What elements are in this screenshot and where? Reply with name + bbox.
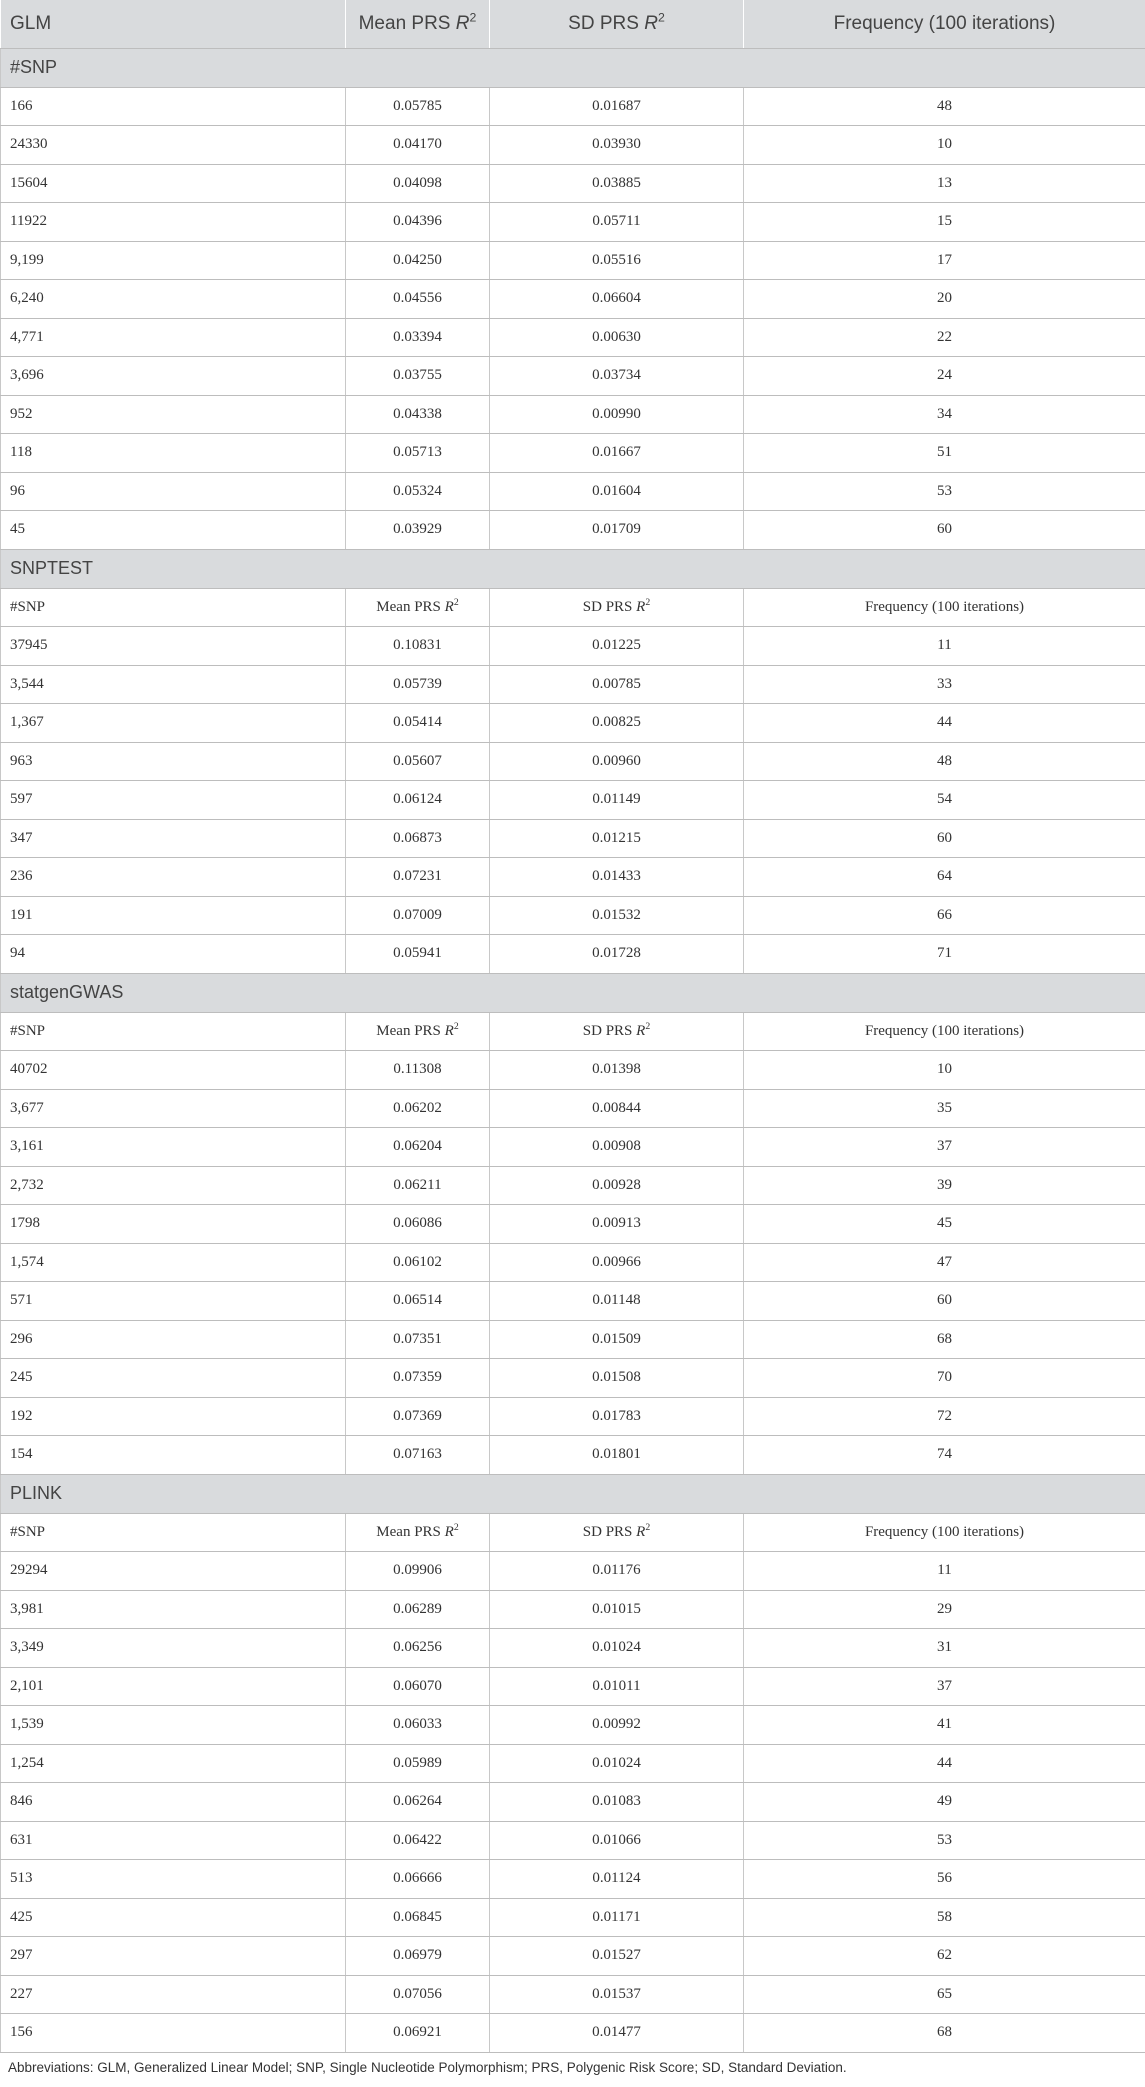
sub-header-sd-prs	[490, 588, 744, 627]
header-mean-prs	[346, 0, 490, 48]
frequency-cell: 70	[744, 1359, 1145, 1398]
snp-count-cell: 236	[1, 858, 346, 897]
snp-count-cell: 513	[1, 1860, 346, 1899]
frequency-cell: 72	[744, 1397, 1145, 1436]
sub-header-sd-prs-sup: 2	[645, 1020, 651, 1032]
mean-prs-cell: 0.07163	[346, 1436, 490, 1475]
mean-prs-cell: 0.04338	[346, 395, 490, 434]
sd-prs-cell: 0.01149	[490, 781, 744, 820]
table-row	[1, 1860, 1145, 1899]
sub-header-row	[1, 1513, 1145, 1552]
snp-count-cell: 9,199	[1, 241, 346, 280]
mean-prs-cell: 0.06211	[346, 1166, 490, 1205]
table-row	[1, 357, 1145, 396]
table-row	[1, 1051, 1145, 1090]
table-row	[1, 627, 1145, 666]
frequency-cell: 10	[744, 1051, 1145, 1090]
table-row	[1, 203, 1145, 242]
table-row	[1, 1744, 1145, 1783]
snp-count-cell: 37945	[1, 627, 346, 666]
sd-prs-cell: 0.01398	[490, 1051, 744, 1090]
frequency-cell: 62	[744, 1937, 1145, 1976]
mean-prs-cell: 0.04250	[346, 241, 490, 280]
sub-header-snp: #SNP	[1, 1513, 346, 1552]
header-sd-prs	[490, 0, 744, 48]
snp-count-cell: 11922	[1, 203, 346, 242]
table-row	[1, 1397, 1145, 1436]
frequency-cell: 51	[744, 434, 1145, 473]
snp-count-cell: 1,574	[1, 1243, 346, 1282]
section-row	[1, 1474, 1145, 1513]
table-row	[1, 1436, 1145, 1475]
frequency-cell: 54	[744, 781, 1145, 820]
table-row	[1, 1590, 1145, 1629]
snp-count-cell: 118	[1, 434, 346, 473]
header-glm: GLM	[1, 0, 346, 48]
sd-prs-cell: 0.00908	[490, 1128, 744, 1167]
mean-prs-cell: 0.09906	[346, 1552, 490, 1591]
frequency-cell: 24	[744, 357, 1145, 396]
sd-prs-cell: 0.05711	[490, 203, 744, 242]
mean-prs-cell: 0.06289	[346, 1590, 490, 1629]
mean-prs-cell: 0.06666	[346, 1860, 490, 1899]
mean-prs-cell: 0.06979	[346, 1937, 490, 1976]
frequency-cell: 13	[744, 164, 1145, 203]
frequency-cell: 17	[744, 241, 1145, 280]
snp-count-cell: 227	[1, 1975, 346, 2014]
table-row	[1, 1667, 1145, 1706]
section-title: SNPTEST	[1, 549, 1145, 588]
section-title: #SNP	[1, 48, 1145, 87]
mean-prs-cell: 0.06033	[346, 1706, 490, 1745]
sub-header-row	[1, 1012, 1145, 1051]
sub-header-frequency: Frequency (100 iterations)	[744, 588, 1145, 627]
mean-prs-cell: 0.07231	[346, 858, 490, 897]
frequency-cell: 35	[744, 1089, 1145, 1128]
sd-prs-cell: 0.01015	[490, 1590, 744, 1629]
table-row	[1, 1089, 1145, 1128]
mean-prs-cell: 0.06102	[346, 1243, 490, 1282]
mean-prs-cell: 0.05989	[346, 1744, 490, 1783]
sd-prs-cell: 0.00825	[490, 704, 744, 743]
snp-count-cell: 191	[1, 896, 346, 935]
table-row	[1, 1243, 1145, 1282]
snp-count-cell: 29294	[1, 1552, 346, 1591]
table-row	[1, 858, 1145, 897]
snp-count-cell: 3,161	[1, 1128, 346, 1167]
sd-prs-cell: 0.01477	[490, 2014, 744, 2053]
sd-prs-cell: 0.01176	[490, 1552, 744, 1591]
sd-prs-cell: 0.06604	[490, 280, 744, 319]
snp-count-cell: 1,539	[1, 1706, 346, 1745]
frequency-cell: 68	[744, 2014, 1145, 2053]
mean-prs-cell: 0.06124	[346, 781, 490, 820]
sub-header-row	[1, 588, 1145, 627]
sub-header-mean-prs-text: Mean PRS	[376, 1523, 445, 1540]
frequency-cell: 53	[744, 472, 1145, 511]
snp-count-cell: 192	[1, 1397, 346, 1436]
frequency-cell: 10	[744, 126, 1145, 165]
sd-prs-cell: 0.01215	[490, 819, 744, 858]
frequency-cell: 22	[744, 318, 1145, 357]
table-row	[1, 665, 1145, 704]
table-footnote: Abbreviations: GLM, Generalized Linear Model; SNP, Single Nucleotide Polymorphism; PRS, Polygenic Risk Score; SD, Standard Deviation.	[8, 2059, 847, 2075]
sd-prs-cell: 0.01728	[490, 935, 744, 974]
sd-prs-cell: 0.01225	[490, 627, 744, 666]
table-row	[1, 241, 1145, 280]
frequency-cell: 41	[744, 1706, 1145, 1745]
snp-count-cell: 94	[1, 935, 346, 974]
table-row	[1, 1629, 1145, 1668]
sd-prs-cell: 0.01687	[490, 87, 744, 126]
table-row	[1, 704, 1145, 743]
table-row	[1, 318, 1145, 357]
snp-count-cell: 96	[1, 472, 346, 511]
sd-prs-cell: 0.03930	[490, 126, 744, 165]
header-frequency: Frequency (100 iterations)	[744, 0, 1145, 48]
sd-prs-cell: 0.01148	[490, 1282, 744, 1321]
table-row	[1, 395, 1145, 434]
sd-prs-cell: 0.01011	[490, 1667, 744, 1706]
section-row	[1, 549, 1145, 588]
sd-prs-cell: 0.05516	[490, 241, 744, 280]
table-row	[1, 511, 1145, 550]
mean-prs-cell: 0.05324	[346, 472, 490, 511]
sd-prs-cell: 0.00785	[490, 665, 744, 704]
header-sd-prs-r: R	[644, 12, 658, 34]
snp-count-cell: 3,696	[1, 357, 346, 396]
table-header-row	[1, 0, 1145, 48]
table-row	[1, 280, 1145, 319]
frequency-cell: 45	[744, 1205, 1145, 1244]
table-row	[1, 1282, 1145, 1321]
mean-prs-cell: 0.06204	[346, 1128, 490, 1167]
sub-header-mean-prs-text: Mean PRS	[376, 1022, 445, 1039]
mean-prs-cell: 0.04170	[346, 126, 490, 165]
sd-prs-cell: 0.01433	[490, 858, 744, 897]
table-row	[1, 434, 1145, 473]
snp-count-cell: 154	[1, 1436, 346, 1475]
sub-header-sd-prs-r: R	[636, 1022, 646, 1039]
table-row	[1, 1128, 1145, 1167]
frequency-cell: 11	[744, 1552, 1145, 1591]
table-row	[1, 1706, 1145, 1745]
table-row	[1, 1320, 1145, 1359]
table-row	[1, 1821, 1145, 1860]
sd-prs-cell: 0.01083	[490, 1783, 744, 1822]
sd-prs-cell: 0.01508	[490, 1359, 744, 1398]
table-row	[1, 896, 1145, 935]
sub-header-mean-prs	[346, 1513, 490, 1552]
frequency-cell: 65	[744, 1975, 1145, 2014]
sub-header-mean-prs-sup: 2	[453, 1020, 459, 1032]
snp-count-cell: 3,349	[1, 1629, 346, 1668]
snp-count-cell: 2,101	[1, 1667, 346, 1706]
header-sd-prs-text: SD PRS	[568, 12, 645, 34]
frequency-cell: 66	[744, 896, 1145, 935]
sd-prs-cell: 0.01783	[490, 1397, 744, 1436]
table-row	[1, 1937, 1145, 1976]
frequency-cell: 71	[744, 935, 1145, 974]
mean-prs-cell: 0.05739	[346, 665, 490, 704]
frequency-cell: 37	[744, 1128, 1145, 1167]
sd-prs-cell: 0.00990	[490, 395, 744, 434]
frequency-cell: 60	[744, 1282, 1145, 1321]
snp-count-cell: 40702	[1, 1051, 346, 1090]
sub-header-mean-prs-sup: 2	[453, 1521, 459, 1533]
table-row	[1, 87, 1145, 126]
table-row	[1, 819, 1145, 858]
snp-count-cell: 166	[1, 87, 346, 126]
mean-prs-cell: 0.06086	[346, 1205, 490, 1244]
snp-count-cell: 1798	[1, 1205, 346, 1244]
sub-header-snp: #SNP	[1, 588, 346, 627]
frequency-cell: 60	[744, 511, 1145, 550]
sub-header-mean-prs-r: R	[444, 1523, 454, 1540]
section-title: PLINK	[1, 1474, 1145, 1513]
snp-count-cell: 963	[1, 742, 346, 781]
sd-prs-cell: 0.01024	[490, 1744, 744, 1783]
table-row	[1, 472, 1145, 511]
sub-header-mean-prs	[346, 1012, 490, 1051]
frequency-cell: 56	[744, 1860, 1145, 1899]
sd-prs-cell: 0.01532	[490, 896, 744, 935]
header-mean-prs-sup: 2	[469, 10, 477, 25]
frequency-cell: 15	[744, 203, 1145, 242]
sub-header-sd-prs-text: SD PRS	[582, 598, 637, 615]
sub-header-mean-prs	[346, 588, 490, 627]
sd-prs-cell: 0.01124	[490, 1860, 744, 1899]
frequency-cell: 53	[744, 1821, 1145, 1860]
mean-prs-cell: 0.06202	[346, 1089, 490, 1128]
table-row	[1, 781, 1145, 820]
table-row	[1, 126, 1145, 165]
sub-header-mean-prs-r: R	[444, 1022, 454, 1039]
frequency-cell: 48	[744, 742, 1145, 781]
mean-prs-cell: 0.03929	[346, 511, 490, 550]
mean-prs-cell: 0.06845	[346, 1898, 490, 1937]
table-row	[1, 1552, 1145, 1591]
snp-count-cell: 156	[1, 2014, 346, 2053]
mean-prs-cell: 0.07056	[346, 1975, 490, 2014]
table-row	[1, 164, 1145, 203]
frequency-cell: 47	[744, 1243, 1145, 1282]
snp-count-cell: 347	[1, 819, 346, 858]
snp-count-cell: 3,677	[1, 1089, 346, 1128]
mean-prs-cell: 0.03394	[346, 318, 490, 357]
frequency-cell: 60	[744, 819, 1145, 858]
snp-count-cell: 1,367	[1, 704, 346, 743]
table-row	[1, 1166, 1145, 1205]
section-row	[1, 48, 1145, 87]
frequency-cell: 49	[744, 1783, 1145, 1822]
mean-prs-cell: 0.06256	[346, 1629, 490, 1668]
sub-header-sd-prs-text: SD PRS	[582, 1022, 637, 1039]
sub-header-sd-prs-r: R	[636, 1523, 646, 1540]
snp-count-cell: 3,544	[1, 665, 346, 704]
sub-header-sd-prs-r: R	[636, 598, 646, 615]
snp-count-cell: 4,771	[1, 318, 346, 357]
frequency-cell: 33	[744, 665, 1145, 704]
sub-header-sd-prs-sup: 2	[645, 1521, 651, 1533]
mean-prs-cell: 0.06873	[346, 819, 490, 858]
mean-prs-cell: 0.06264	[346, 1783, 490, 1822]
sd-prs-cell: 0.00960	[490, 742, 744, 781]
snp-count-cell: 24330	[1, 126, 346, 165]
mean-prs-cell: 0.06514	[346, 1282, 490, 1321]
table-row	[1, 1359, 1145, 1398]
mean-prs-cell: 0.04396	[346, 203, 490, 242]
mean-prs-cell: 0.06070	[346, 1667, 490, 1706]
table-row	[1, 1205, 1145, 1244]
sd-prs-cell: 0.01527	[490, 1937, 744, 1976]
mean-prs-cell: 0.03755	[346, 357, 490, 396]
snp-count-cell: 6,240	[1, 280, 346, 319]
sub-header-mean-prs-r: R	[444, 598, 454, 615]
mean-prs-cell: 0.10831	[346, 627, 490, 666]
snp-count-cell: 15604	[1, 164, 346, 203]
header-mean-prs-r: R	[455, 12, 470, 34]
mean-prs-cell: 0.04556	[346, 280, 490, 319]
snp-count-cell: 571	[1, 1282, 346, 1321]
frequency-cell: 37	[744, 1667, 1145, 1706]
snp-count-cell: 597	[1, 781, 346, 820]
table-row	[1, 1975, 1145, 2014]
sd-prs-cell: 0.01066	[490, 1821, 744, 1860]
sd-prs-cell: 0.01604	[490, 472, 744, 511]
table-row	[1, 1783, 1145, 1822]
mean-prs-cell: 0.04098	[346, 164, 490, 203]
sd-prs-cell: 0.01171	[490, 1898, 744, 1937]
frequency-cell: 74	[744, 1436, 1145, 1475]
sub-header-sd-prs	[490, 1012, 744, 1051]
sd-prs-cell: 0.00992	[490, 1706, 744, 1745]
sub-header-mean-prs-text: Mean PRS	[376, 598, 445, 615]
sub-header-frequency: Frequency (100 iterations)	[744, 1513, 1145, 1552]
sd-prs-cell: 0.01509	[490, 1320, 744, 1359]
sd-prs-cell: 0.01024	[490, 1629, 744, 1668]
frequency-cell: 39	[744, 1166, 1145, 1205]
frequency-cell: 68	[744, 1320, 1145, 1359]
sub-header-mean-prs-sup: 2	[453, 596, 459, 608]
mean-prs-cell: 0.05713	[346, 434, 490, 473]
mean-prs-cell: 0.07359	[346, 1359, 490, 1398]
frequency-cell: 34	[744, 395, 1145, 434]
sub-header-sd-prs	[490, 1513, 744, 1552]
frequency-cell: 58	[744, 1898, 1145, 1937]
mean-prs-cell: 0.06422	[346, 1821, 490, 1860]
snp-count-cell: 2,732	[1, 1166, 346, 1205]
header-sd-prs-sup: 2	[657, 10, 665, 25]
table-body	[1, 48, 1145, 2052]
sd-prs-cell: 0.03734	[490, 357, 744, 396]
table-row	[1, 935, 1145, 974]
sd-prs-cell: 0.00844	[490, 1089, 744, 1128]
mean-prs-cell: 0.05941	[346, 935, 490, 974]
frequency-cell: 44	[744, 1744, 1145, 1783]
sd-prs-cell: 0.01709	[490, 511, 744, 550]
snp-count-cell: 631	[1, 1821, 346, 1860]
sd-prs-cell: 0.01667	[490, 434, 744, 473]
sub-header-snp: #SNP	[1, 1012, 346, 1051]
frequency-cell: 44	[744, 704, 1145, 743]
frequency-cell: 20	[744, 280, 1145, 319]
table-row	[1, 742, 1145, 781]
mean-prs-cell: 0.07009	[346, 896, 490, 935]
snp-count-cell: 846	[1, 1783, 346, 1822]
frequency-cell: 11	[744, 627, 1145, 666]
sub-header-frequency: Frequency (100 iterations)	[744, 1012, 1145, 1051]
snp-count-cell: 45	[1, 511, 346, 550]
sd-prs-cell: 0.00913	[490, 1205, 744, 1244]
sd-prs-cell: 0.03885	[490, 164, 744, 203]
snp-count-cell: 3,981	[1, 1590, 346, 1629]
frequency-cell: 31	[744, 1629, 1145, 1668]
mean-prs-cell: 0.05785	[346, 87, 490, 126]
table-row	[1, 2014, 1145, 2053]
snp-count-cell: 425	[1, 1898, 346, 1937]
frequency-cell: 29	[744, 1590, 1145, 1629]
sub-header-sd-prs-sup: 2	[645, 596, 651, 608]
sd-prs-cell: 0.00630	[490, 318, 744, 357]
section-title: statgenGWAS	[1, 973, 1145, 1012]
table-row	[1, 1898, 1145, 1937]
snp-count-cell: 952	[1, 395, 346, 434]
sd-prs-cell: 0.01537	[490, 1975, 744, 2014]
mean-prs-cell: 0.07369	[346, 1397, 490, 1436]
sub-header-sd-prs-text: SD PRS	[582, 1523, 637, 1540]
sd-prs-cell: 0.00928	[490, 1166, 744, 1205]
mean-prs-cell: 0.06921	[346, 2014, 490, 2053]
mean-prs-cell: 0.05607	[346, 742, 490, 781]
header-mean-prs-text: Mean PRS	[358, 12, 456, 34]
snp-count-cell: 245	[1, 1359, 346, 1398]
sd-prs-cell: 0.00966	[490, 1243, 744, 1282]
frequency-cell: 48	[744, 87, 1145, 126]
snp-count-cell: 297	[1, 1937, 346, 1976]
mean-prs-cell: 0.07351	[346, 1320, 490, 1359]
mean-prs-cell: 0.11308	[346, 1051, 490, 1090]
section-row	[1, 973, 1145, 1012]
sd-prs-cell: 0.01801	[490, 1436, 744, 1475]
snp-count-cell: 296	[1, 1320, 346, 1359]
mean-prs-cell: 0.05414	[346, 704, 490, 743]
snp-count-cell: 1,254	[1, 1744, 346, 1783]
frequency-cell: 64	[744, 858, 1145, 897]
